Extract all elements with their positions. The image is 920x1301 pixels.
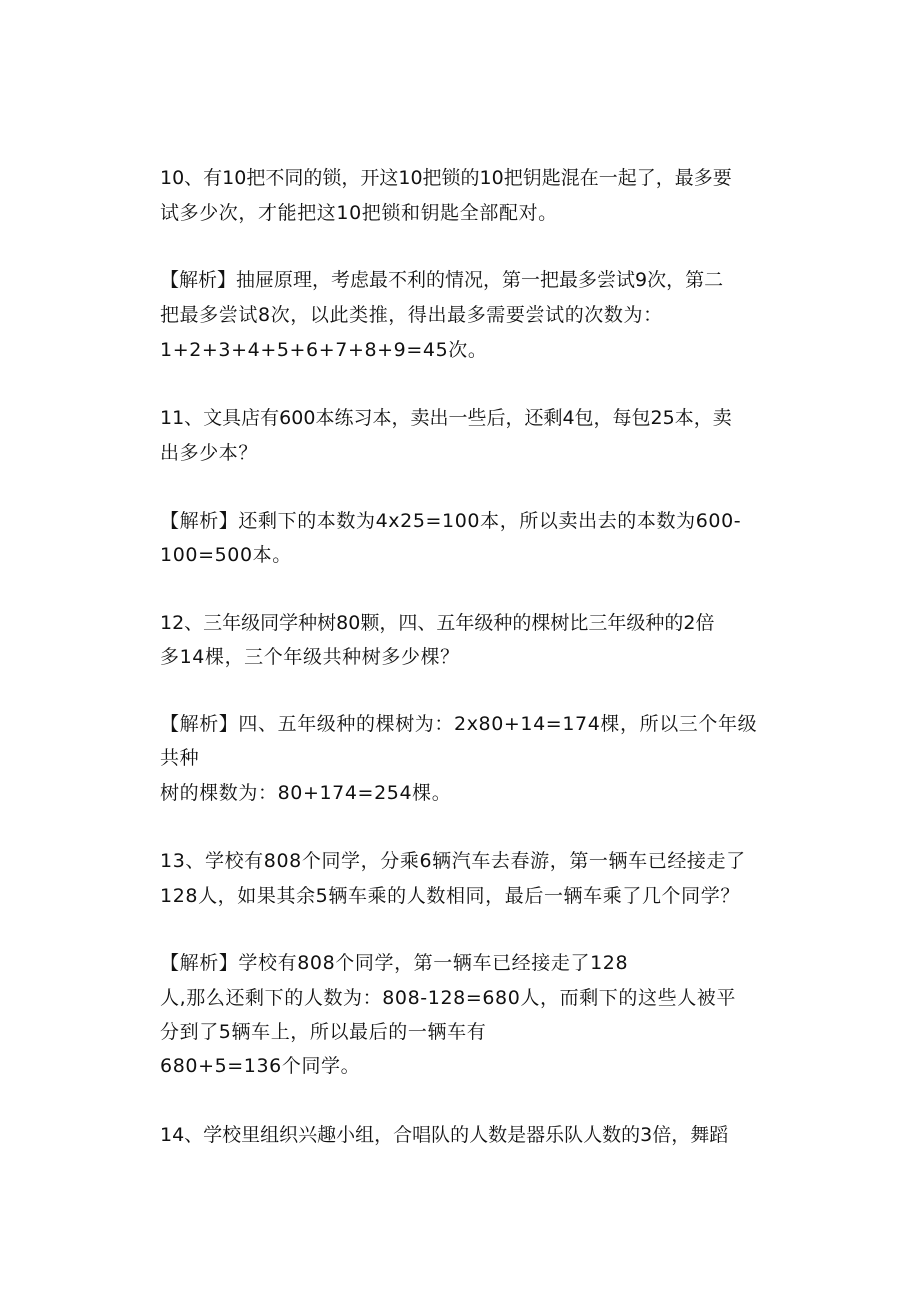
q13-answer-line-4: 680+5=136个同学。: [160, 1055, 361, 1077]
q10-answer-line-3: 1+2+3+4+5+6+7+8+9=45次。: [160, 339, 488, 361]
q10-line-1: 10、有10把不同的锁，开这10把锁的10把钥匙混在一起了，最多要: [160, 167, 732, 189]
q11-answer-line-1: 【解析】还剩下的本数为4x25=100本，所以卖出去的本数为600-: [160, 510, 742, 532]
q13-answer-line-1: 【解析】学校有808个同学，第一辆车已经接走了128: [160, 952, 629, 974]
q12-answer-line-3: 树的棵数为：80+174=254棵。: [160, 782, 452, 804]
q13-line-1: 13、学校有808个同学，分乘6辆汽车去春游，第一辆车已经接走了: [160, 850, 746, 872]
q13-line-2: 128人，如果其余5辆车乘的人数相同，最后一辆车乘了几个同学？: [160, 885, 740, 907]
q10-answer-line-2: 把最多尝试8次，以此类推，得出最多需要尝试的次数为：: [160, 304, 663, 326]
q12-line-1: 12、三年级同学种树80颗，四、五年级种的棵树比三年级种的2倍: [160, 612, 715, 634]
q12-answer-line-1: 【解析】四、五年级种的棵树为：2x80+14=174棵，所以三个年级: [160, 713, 758, 735]
q13-answer-line-3: 分到了5辆车上，所以最后的一辆车有: [160, 1021, 487, 1043]
q11-answer-line-2: 100=500本。: [160, 544, 292, 566]
q13-answer-line-2: 人,那么还剩下的人数为：808-128=680人，而剩下的这些人被平: [160, 987, 737, 1009]
q11-line-2: 出多少本？: [160, 442, 259, 464]
q12-line-2: 多14棵，三个年级共种树多少棵？: [160, 646, 460, 668]
q12-answer-line-2: 共种: [160, 747, 200, 769]
q10-answer-line-1: 【解析】抽屉原理，考虑最不利的情况，第一把最多尝试9次，第二: [160, 269, 724, 291]
q10-line-2: 试多少次，才能把这10把锁和钥匙全部配对。: [160, 202, 558, 224]
q14-line-1: 14、学校里组织兴趣小组，合唱队的人数是器乐队人数的3倍，舞蹈: [160, 1124, 729, 1146]
q11-line-1: 11、文具店有600本练习本，卖出一些后，还剩4包，每包25本，卖: [160, 407, 732, 429]
